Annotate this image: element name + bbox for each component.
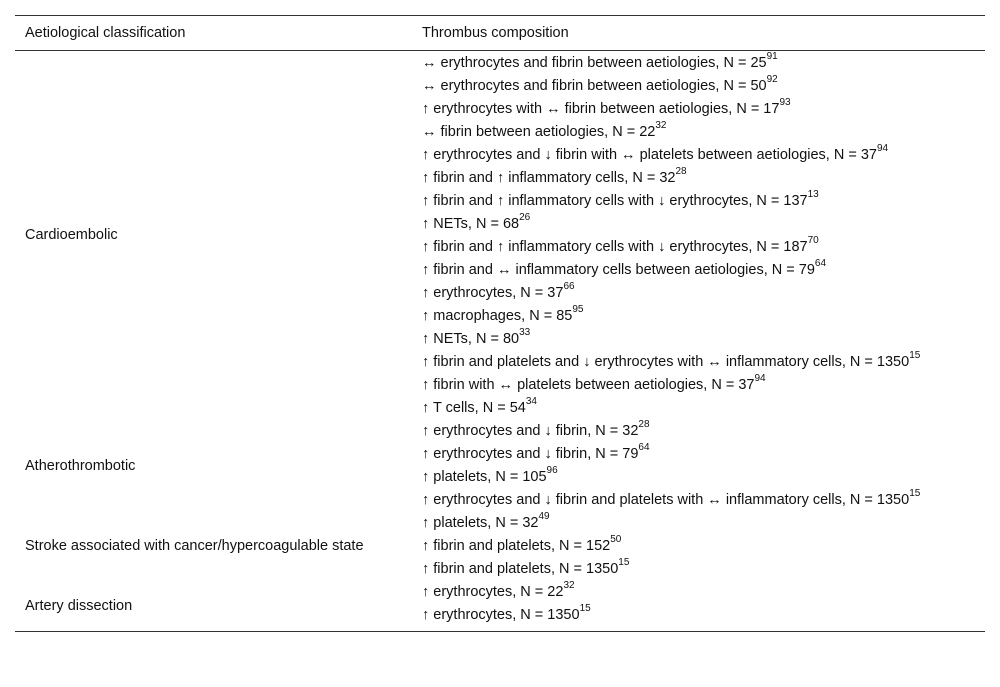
aetiology-cell: Cardioembolic: [25, 227, 118, 243]
table-body: [15, 51, 985, 632]
reference-superscript: 64: [638, 442, 650, 454]
finding-text: ↑ erythrocytes and ↓ fibrin, N = 32: [422, 423, 639, 439]
aetiology-cell: Atherothrombotic: [25, 457, 136, 474]
table-row: [15, 51, 985, 421]
reference-superscript: 93: [779, 97, 791, 109]
finding-item: [422, 121, 975, 144]
finding-text: ↔ fibrin between aetiologies, N = 22: [422, 124, 656, 140]
reference-superscript: 13: [807, 189, 819, 201]
finding-item: [422, 236, 975, 259]
finding-item: [422, 52, 975, 75]
reference-superscript: 32: [655, 120, 667, 132]
finding-text: ↑ fibrin and ↑ inflammatory cells, N = 32: [422, 170, 676, 186]
composition-cell: [412, 512, 985, 581]
reference-superscript: 15: [909, 488, 921, 500]
finding-item: [422, 167, 975, 190]
finding-item: [422, 374, 975, 397]
finding-item: [422, 581, 975, 604]
finding-item: [422, 190, 975, 213]
reference-superscript: 64: [814, 258, 827, 270]
header-thrombus-composition: Thrombus composition: [422, 25, 569, 41]
reference-superscript: 32: [563, 580, 575, 592]
reference-superscript: 94: [876, 143, 889, 155]
aetiology-cell: Artery dissection: [25, 597, 133, 614]
finding-text: ↑ erythrocytes, N = 22: [422, 584, 564, 600]
finding-item: [422, 259, 975, 282]
finding-text: ↑ erythrocytes, N = 37: [422, 285, 564, 301]
finding-item: [422, 305, 975, 328]
finding-text: ↑ fibrin and ↔ inflammatory cells between aetiologies, N = 79: [422, 262, 815, 278]
finding-text: ↑ fibrin and platelets, N = 152: [422, 538, 611, 554]
finding-item: [422, 420, 975, 443]
reference-superscript: 70: [807, 235, 819, 247]
reference-superscript: 15: [579, 603, 591, 615]
finding-text: ↑ T cells, N = 54: [422, 400, 526, 416]
reference-superscript: 15: [618, 557, 630, 569]
finding-item: [422, 443, 975, 466]
reference-superscript: 91: [766, 51, 778, 63]
finding-item: [422, 144, 975, 167]
finding-text: ↑ erythrocytes, N = 1350: [422, 607, 580, 623]
table-row: [15, 512, 985, 581]
finding-text: ↑ fibrin and platelets, N = 1350: [422, 561, 619, 577]
finding-text: ↑ fibrin with ↔ platelets between aetiologies, N = 37: [422, 377, 755, 393]
table-row: [15, 581, 985, 632]
finding-item: [422, 397, 975, 420]
finding-item: [422, 328, 975, 351]
finding-item: [422, 489, 975, 512]
composition-cell: [412, 51, 985, 421]
reference-superscript: 15: [909, 350, 921, 362]
finding-text: ↑ NETs, N = 80: [422, 331, 520, 347]
finding-text: ↑ platelets, N = 32: [422, 515, 539, 531]
finding-text: ↔ erythrocytes and fibrin between aetiologies, N = 25: [422, 55, 767, 71]
finding-item: [422, 604, 975, 627]
table-header-row: [15, 16, 985, 51]
reference-superscript: 92: [766, 74, 778, 86]
finding-text: ↔ erythrocytes and fibrin between aetiologies, N = 50: [422, 78, 767, 94]
finding-text: ↑ fibrin and ↑ inflammatory cells with ↓ erythrocytes, N = 187: [422, 239, 808, 255]
reference-superscript: 49: [538, 511, 550, 523]
reference-superscript: 34: [525, 396, 537, 408]
reference-superscript: 50: [610, 534, 622, 546]
finding-item: [422, 282, 975, 305]
finding-text: ↑ erythrocytes and ↓ fibrin, N = 79: [422, 446, 639, 462]
thrombus-composition-table: [15, 15, 985, 632]
reference-superscript: 28: [675, 166, 687, 178]
thrombus-table-container: [15, 15, 985, 632]
reference-superscript: 94: [754, 373, 766, 385]
finding-item: [422, 466, 975, 489]
reference-superscript: 66: [563, 281, 575, 293]
finding-item: [422, 75, 975, 98]
finding-text: ↑ fibrin and platelets and ↓ erythrocytes with ↔ inflammatory cells, N = 1350: [422, 354, 910, 370]
finding-text: ↑ erythrocytes and ↓ fibrin and platelets with ↔ inflammatory cells, N = 1350: [422, 492, 910, 508]
reference-superscript: 95: [572, 304, 584, 316]
finding-item: [422, 351, 975, 374]
finding-item: [422, 213, 975, 236]
finding-text: ↑ macrophages, N = 85: [422, 308, 573, 324]
finding-text: ↑ fibrin and ↑ inflammatory cells with ↓ erythrocytes, N = 137: [422, 193, 808, 209]
reference-superscript: 26: [519, 212, 531, 224]
finding-item: [422, 98, 975, 121]
finding-item: [422, 512, 975, 535]
reference-superscript: 33: [519, 327, 531, 339]
reference-superscript: 28: [638, 419, 650, 431]
aetiology-cell: Stroke associated with cancer/hypercoagulable state: [25, 538, 364, 554]
finding-text: ↑ erythrocytes with ↔ fibrin between aetiologies, N = 17: [422, 101, 780, 117]
finding-item: [422, 558, 975, 581]
finding-text: ↑ erythrocytes and ↓ fibrin with ↔ platelets between aetiologies, N = 37: [422, 147, 877, 163]
reference-superscript: 96: [546, 465, 558, 477]
composition-cell: [412, 420, 985, 512]
finding-text: ↑ NETs, N = 68: [422, 216, 520, 232]
table-row: [15, 420, 985, 512]
finding-text: ↑ platelets, N = 105: [422, 469, 547, 485]
header-aetiological-classification: Aetiological classification: [25, 25, 186, 41]
finding-item: [422, 535, 975, 558]
composition-cell: [412, 581, 985, 632]
